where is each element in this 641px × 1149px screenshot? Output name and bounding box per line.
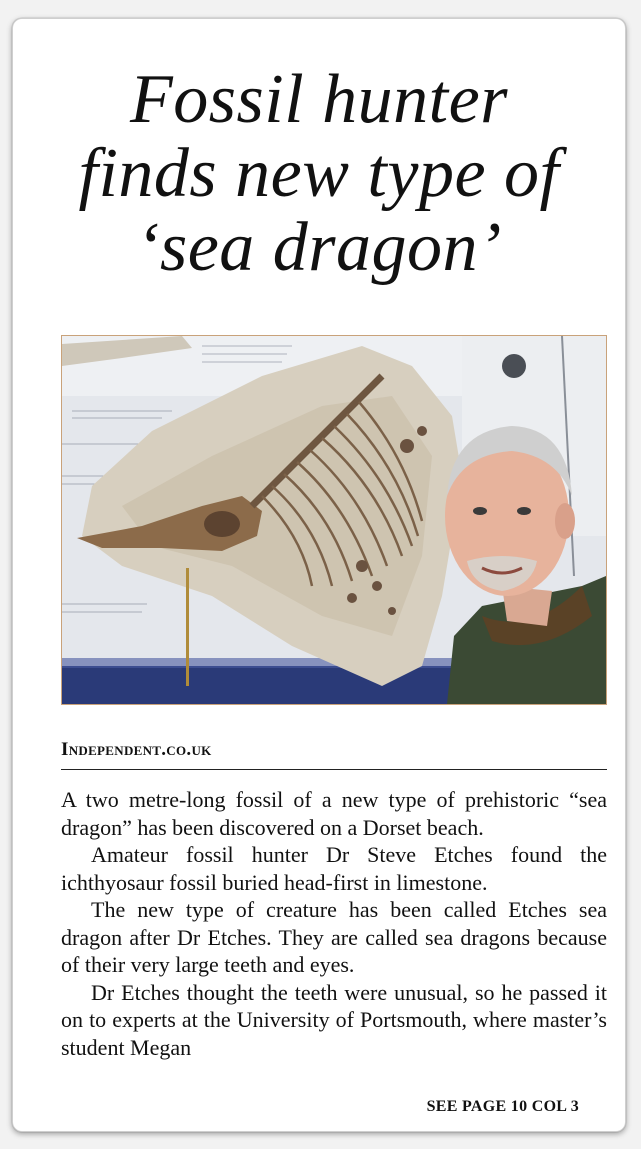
headline-line-1: Fossil hunter xyxy=(130,61,508,138)
paragraph-3: The new type of creature has been called Etches sea dragon after Dr Etches. They are called sea dragons because of their very large teeth and eyes. xyxy=(61,897,607,977)
headline-line-2: finds new type of xyxy=(78,135,560,212)
continuation-note: SEE PAGE 10 COL 3 xyxy=(426,1098,579,1115)
fossil-photo xyxy=(61,335,607,705)
paragraph-4: Dr Etches thought the teeth were unusual, so he passed it on to experts at the University of Portsmouth, where master’s student Megan xyxy=(61,979,607,1060)
paragraph-1: A two metre-long fossil of a new type of prehistoric “sea dragon” has been discovered on a Dorset beach. xyxy=(61,787,607,840)
headline xyxy=(13,63,625,285)
source-credit: Independent.co.uk xyxy=(61,739,212,760)
article-card xyxy=(12,18,626,1132)
paragraph-2: Amateur fossil hunter Dr Steve Etches found the ichthyosaur fossil buried head-first in limestone. xyxy=(61,842,607,895)
article-body xyxy=(61,786,607,1061)
headline-line-3: ‘sea dragon’ xyxy=(136,209,502,286)
divider xyxy=(61,769,607,770)
